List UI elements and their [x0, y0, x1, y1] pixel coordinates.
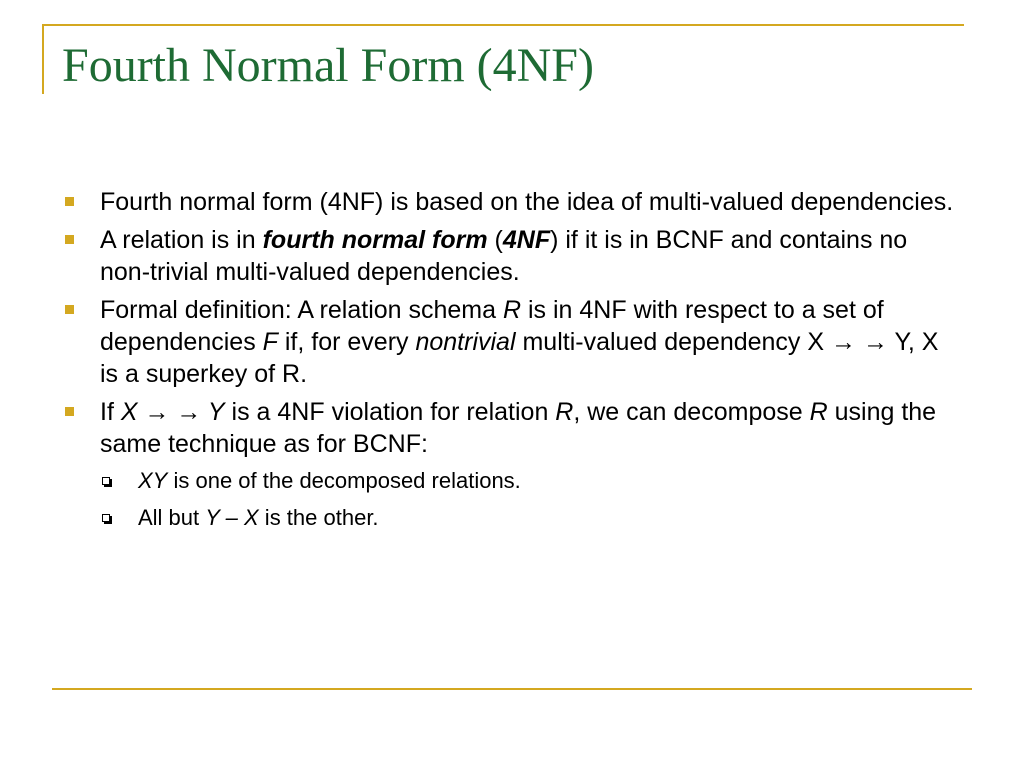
bullet-text: is in 4NF with respect to a set of dependencies: [100, 296, 884, 356]
bullet-item: [62, 186, 962, 218]
italic-term: R: [809, 398, 828, 426]
bullet-text: ) if it is in BCNF and contains no non-trivial multi-valued dependencies.: [100, 226, 908, 286]
bullet-text: Fourth normal form (4NF) is based on the idea of multi-valued dependencies.: [100, 188, 954, 216]
left-rule: [42, 24, 44, 94]
hollow-square-bullet-icon: [102, 477, 110, 485]
bullet-text: If: [100, 398, 121, 426]
bullet-text: , we can decompose: [573, 398, 810, 426]
sub-bullet-text: is the other.: [258, 505, 379, 530]
bullet-item: [62, 294, 962, 390]
bullet-item: [62, 396, 962, 460]
square-bullet-icon: [65, 407, 74, 416]
bullet-text: Formal definition: A relation schema: [100, 296, 503, 324]
square-bullet-icon: [65, 197, 74, 206]
emphasis-term: fourth normal form: [262, 226, 488, 254]
sub-bullet-item: [62, 466, 962, 496]
bullet-text: multi-valued dependency X → → Y, X is a superkey of R.: [100, 328, 939, 388]
emphasis-term: 4NF: [502, 226, 551, 254]
italic-term: R: [555, 398, 574, 426]
hollow-square-bullet-icon: [102, 514, 110, 522]
italic-term: nontrivial: [415, 328, 516, 356]
bullet-text: is a 4NF violation for relation: [224, 398, 556, 426]
bullet-list: [62, 186, 962, 540]
square-bullet-icon: [65, 235, 74, 244]
sub-bullet-text: All but: [138, 505, 206, 530]
bullet-text: if, for every: [277, 328, 416, 356]
sub-bullet-text: is one of the decomposed relations.: [167, 468, 521, 493]
italic-term: Y – X: [205, 505, 259, 530]
bullet-text: (: [487, 226, 503, 254]
italic-term: F: [262, 328, 278, 356]
top-rule: [42, 24, 964, 26]
bullet-text: A relation is in: [100, 226, 263, 254]
square-bullet-icon: [65, 305, 74, 314]
bullet-item: [62, 224, 962, 288]
bullet-text: using the same technique as for BCNF:: [100, 398, 937, 458]
bottom-rule: [52, 688, 972, 690]
sub-bullet-item: [62, 503, 962, 533]
italic-term: R: [502, 296, 522, 324]
italic-term: XY: [138, 468, 168, 493]
italic-term: X → → Y: [120, 398, 225, 426]
slide-title: Fourth Normal Form (4NF): [62, 39, 594, 92]
